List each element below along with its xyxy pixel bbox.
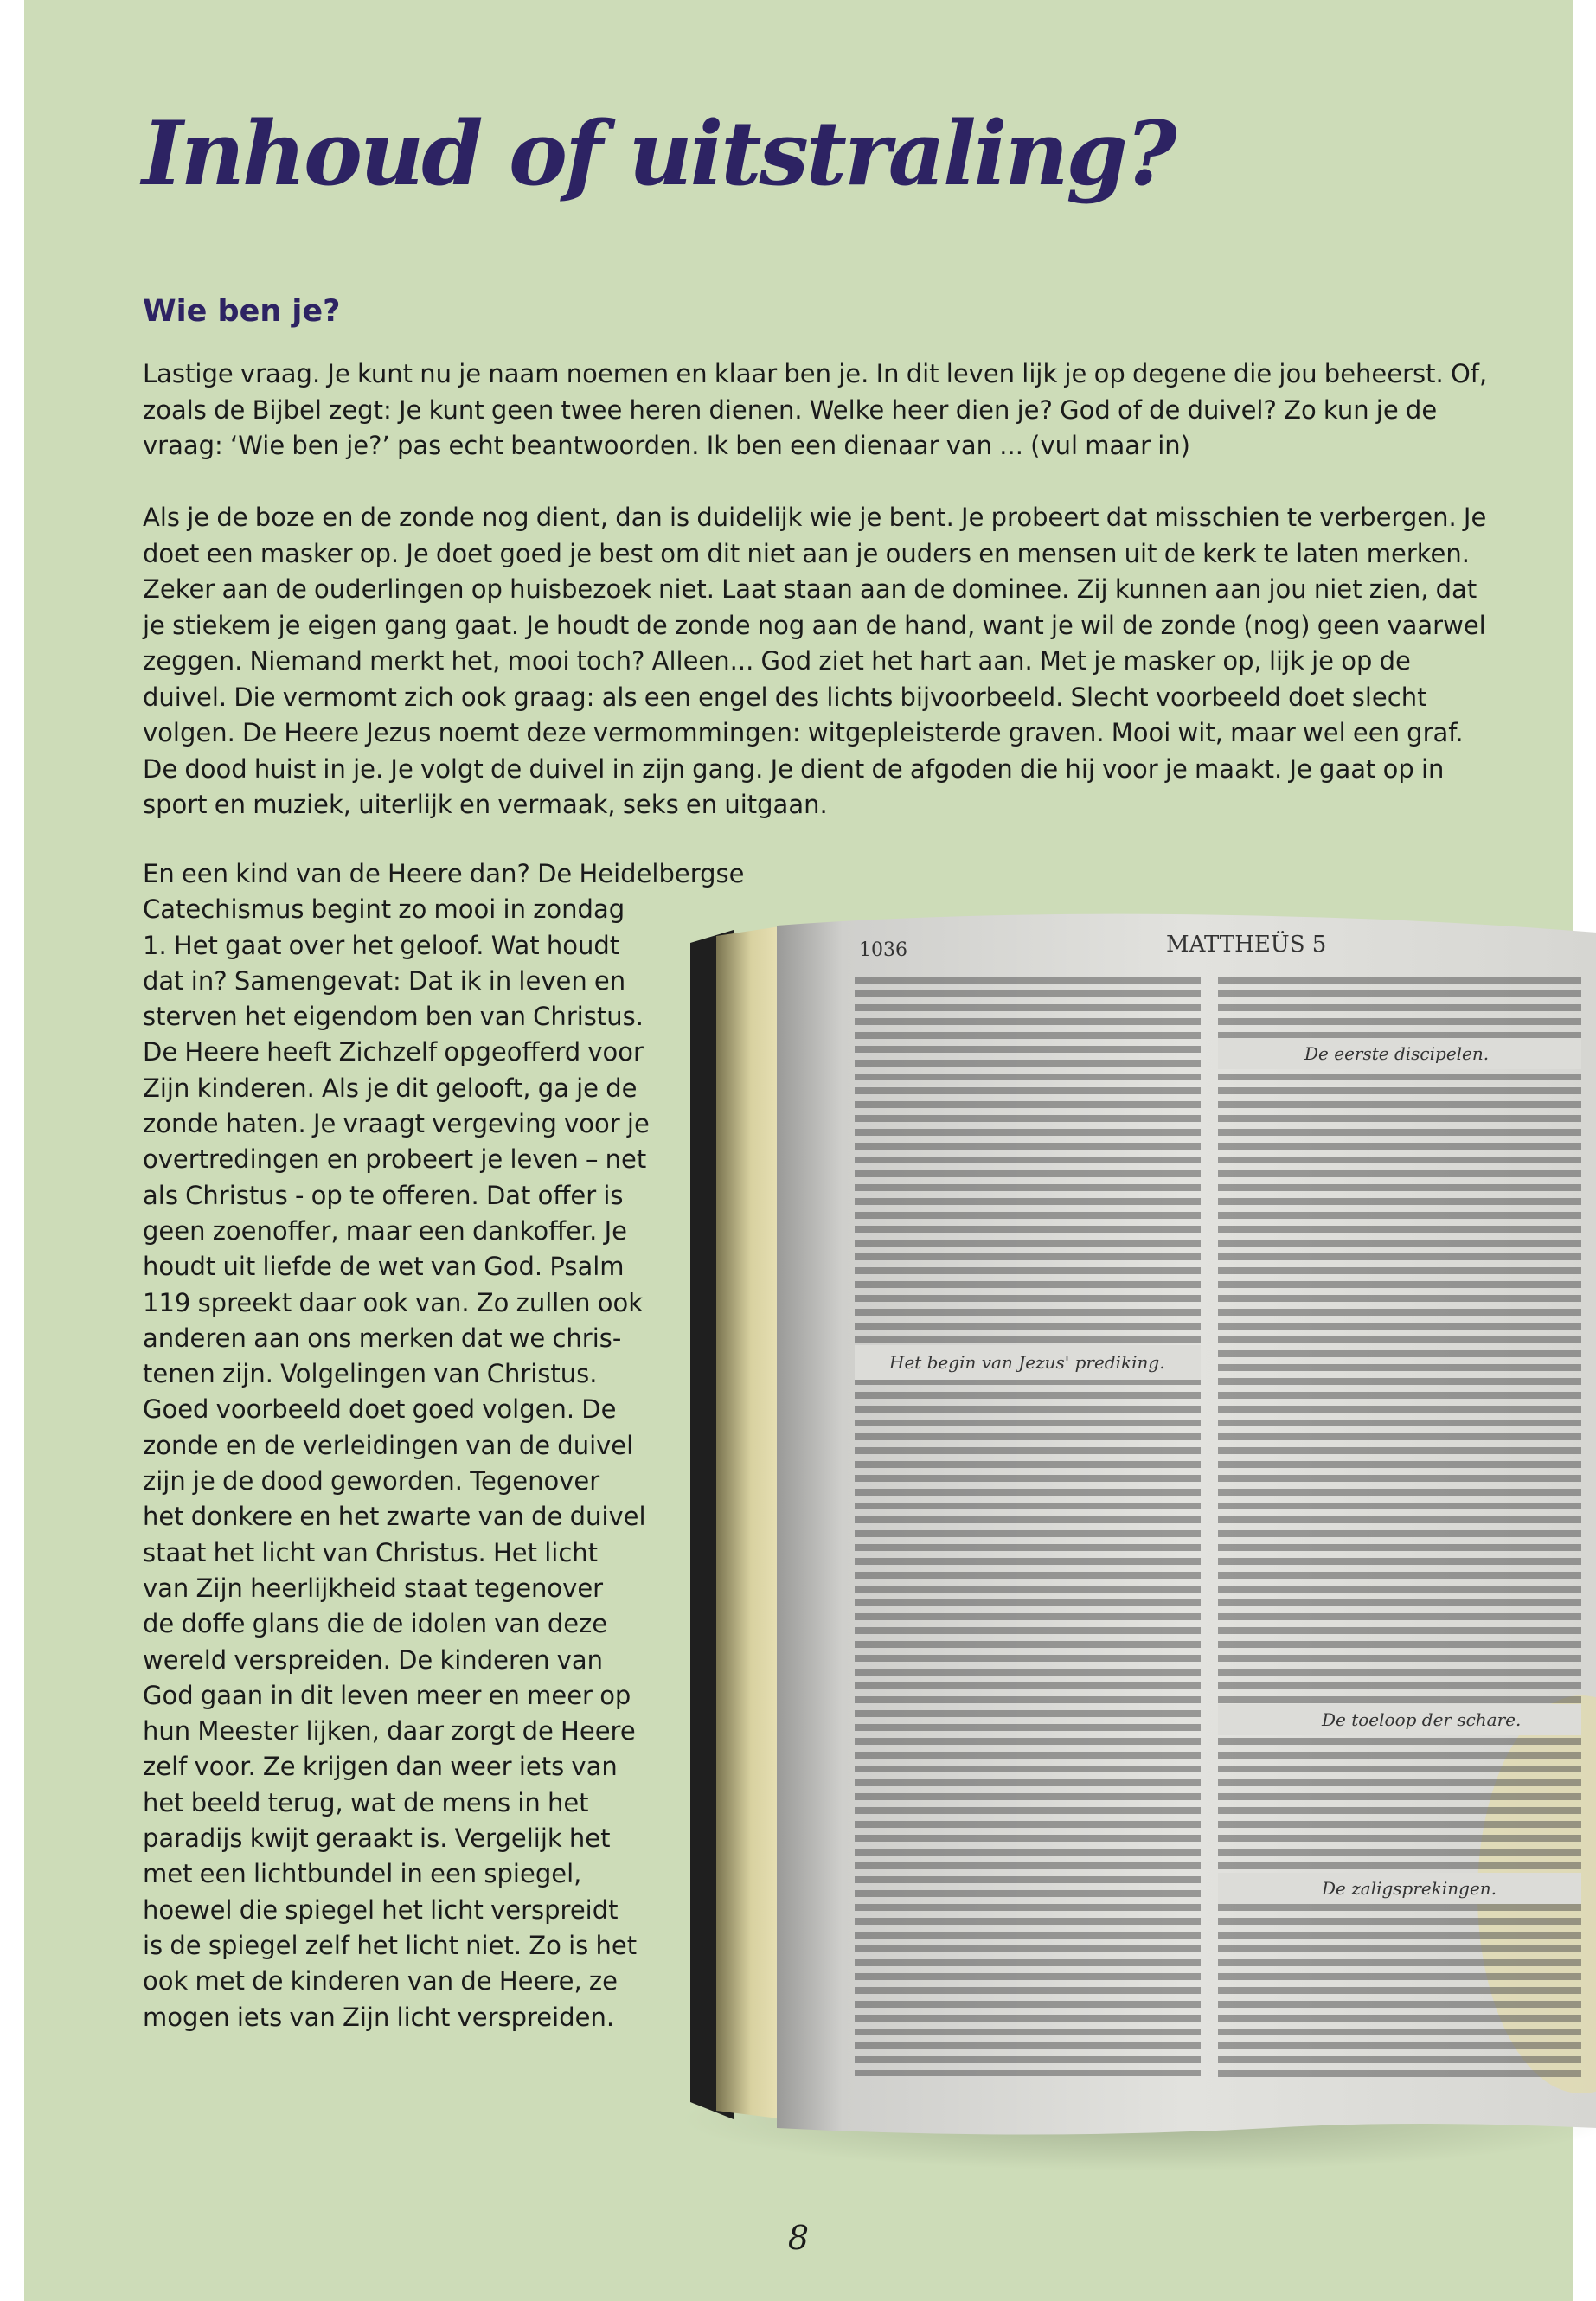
bible-heading: Het begin van Jezus' prediking. bbox=[889, 1352, 1165, 1373]
paragraph-3-line: wereld verspreiden. De kinderen van bbox=[143, 1644, 603, 1675]
paragraph-3-line: geen zoenoffer, maar een dankoffer. Je bbox=[143, 1215, 627, 1246]
paragraph-3-line: 119 spreekt daar ook van. Zo zullen ook bbox=[143, 1287, 644, 1317]
paragraph-3-line: overtredingen en probeert je leven – net bbox=[143, 1144, 647, 1175]
paragraph-3-line: dat in? Samengevat: Dat ik in leven en bbox=[143, 965, 626, 996]
paragraph-2: Als je de boze en de zonde nog dient, dan is duidelijk wie je bent. Je probeert dat misschien te verbergen. Je doet een masker op. Je doet goed je best om dit niet aan je ouders en mensen uit de kerk te laten merken. Zeker aan de ouderlingen op huisbezoek niet. Laat staan aan de dominee. Zij kunnen aan jou niet zien, dat je stiekem je eigen gang gaat. Je houdt de zonde nog aan de hand, want je wil de zonde (nog) geen vaarwel zeggen. Niemand merkt het, mooi toch? Alleen... God ziet het hart aan. Met je masker op, lijk je op de duivel. Die vermomt zich ook graag: als een engel des lichts bijvoorbeeld. Slecht voorbeeld doet slecht volgen. De Heere Jezus noemt deze vermommingen: witgepleisterde graven. Mooi wit, maar wel een graf. De dood huist in je. Je volgt de duivel in zijn gang. Je dient de afgoden die hij voor je maakt. Je gaat op in sport en muziek, uiterlijk en vermaak, seks en uitgaan. bbox=[143, 503, 1487, 819]
paragraph-3-line: ook met de kinderen van de Heere, ze bbox=[143, 1966, 618, 1997]
paragraph-3-line: de doffe glans die de idolen van deze bbox=[143, 1609, 608, 1639]
bible-heading: De toeloop der schare. bbox=[1322, 1709, 1522, 1730]
paragraph-3-line: hoewel die spiegel het licht verspreidt bbox=[143, 1894, 619, 1925]
paragraph-3-line: het beeld terug, wat de mens in het bbox=[143, 1787, 589, 1817]
paragraph-3-line: met een lichtbundel in een spiegel, bbox=[143, 1859, 582, 1889]
paragraph-3-line: God gaan in dit leven meer en meer op bbox=[143, 1680, 631, 1710]
document-page bbox=[24, 0, 1573, 2301]
bible-text-column-right bbox=[1218, 973, 1581, 2080]
paragraph-3-line: Zijn kinderen. Als je dit gelooft, ga je de bbox=[143, 1073, 638, 1103]
paragraph-3-line: hun Meester lijken, daar zorgt de Heere bbox=[143, 1716, 636, 1747]
bible-page-number: 1036 bbox=[859, 939, 907, 961]
paragraph-3-line: sterven het eigendom ben van Christus. bbox=[143, 1002, 644, 1032]
paragraph-3-line: het donkere en het zwarte van de duivel bbox=[143, 1502, 646, 1532]
article-title: Inhoud of uitstraling? bbox=[142, 102, 1175, 206]
paragraph-3-line: zonde haten. Je vraagt vergeving voor je bbox=[143, 1109, 650, 1139]
bible-heading: De eerste discipelen. bbox=[1304, 1043, 1490, 1064]
bible-running-head: MATTHEÜS 5 bbox=[1166, 932, 1327, 958]
paragraph-3-line: anderen aan ons merken dat we chris- bbox=[143, 1323, 622, 1353]
page-number: 8 bbox=[787, 2219, 810, 2257]
paragraph-3-line: Catechismus begint zo mooi in zondag bbox=[143, 894, 625, 925]
bible-text-column-left bbox=[855, 977, 1201, 2076]
paragraph-3-line: als Christus - op te offeren. Dat offer is bbox=[143, 1180, 624, 1210]
paragraph-3-line: En een kind van de Heere dan? De Heidelbergse bbox=[143, 859, 745, 888]
paragraph-3-line: mogen iets van Zijn licht verspreiden. bbox=[143, 2002, 615, 2032]
paragraph-3-line: houdt uit liefde de wet van God. Psalm bbox=[143, 1252, 625, 1282]
paragraph-3-line: 1. Het gaat over het geloof. Wat houdt bbox=[143, 930, 620, 960]
paragraph-3-line: is de spiegel zelf het licht niet. Zo is het bbox=[143, 1930, 638, 1960]
paragraph-3-line: zijn je de dood geworden. Tegenover bbox=[143, 1466, 600, 1497]
paragraph-3 bbox=[143, 856, 753, 2035]
paragraph-3-line: Goed voorbeeld doet goed volgen. De bbox=[143, 1394, 617, 1425]
paragraph-3-line: zonde en de verleidingen van de duivel bbox=[143, 1430, 634, 1460]
paragraph-3-line: De Heere heeft Zichzelf opgeofferd voor bbox=[143, 1037, 644, 1067]
paragraph-3-line: zelf voor. Ze krijgen dan weer iets van bbox=[143, 1752, 618, 1782]
section-heading: Wie ben je? bbox=[143, 294, 341, 329]
open-bible-photo bbox=[664, 891, 1596, 2171]
paragraph-1: Lastige vraag. Je kunt nu je naam noemen en klaar ben je. In dit leven lijk je op degene die jou beheerst. Of, zoals de Bijbel zegt: Je kunt geen twee heren dienen. Welke heer dien je? God of de duivel? Zo kun je de vraag: ‘Wie ben je?’ pas echt beantwoorden. Ik ben een dienaar van ... (vul maar in) bbox=[143, 359, 1488, 460]
paragraph-3-line: paradijs kwijt geraakt is. Vergelijk het bbox=[143, 1823, 611, 1854]
paragraph-3-line: van Zijn heerlijkheid staat tegenover bbox=[143, 1573, 604, 1603]
bible-heading: De zaligsprekingen. bbox=[1322, 1878, 1497, 1899]
bible-page-edges bbox=[716, 926, 785, 2119]
paragraph-3-line: staat het licht van Christus. Het licht bbox=[143, 1537, 599, 1567]
paragraph-3-line: tenen zijn. Volgelingen van Christus. bbox=[143, 1359, 598, 1389]
